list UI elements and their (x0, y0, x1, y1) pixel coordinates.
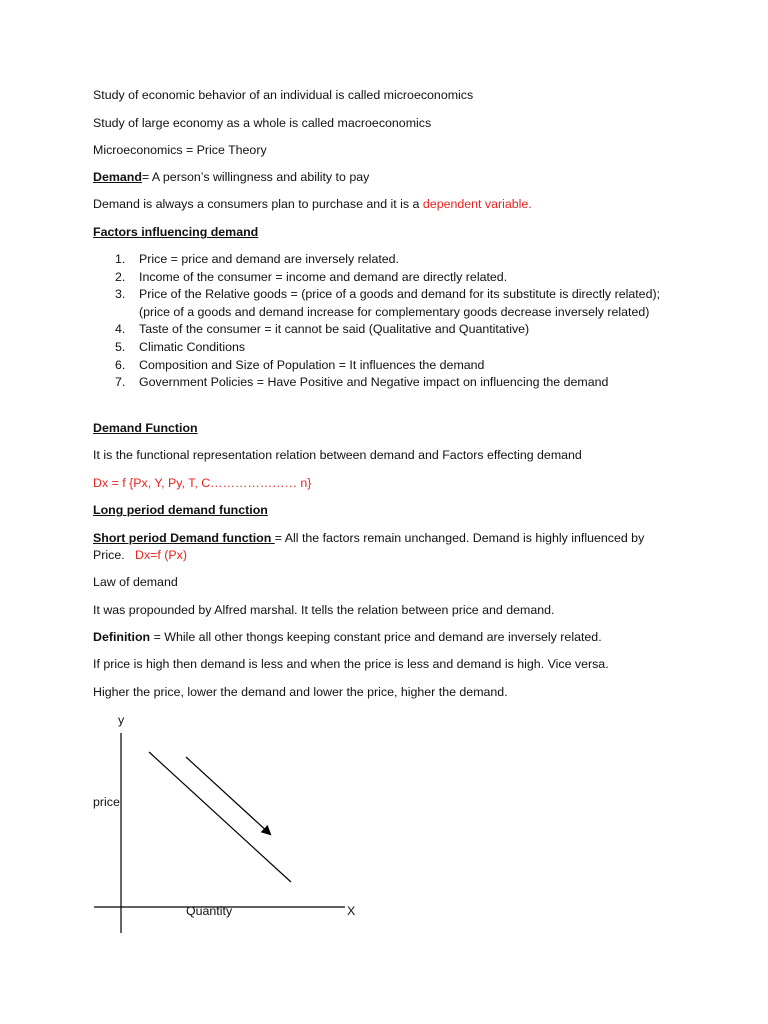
law-heading: Law of demand (93, 575, 178, 589)
intro-price-theory: Microeconomics = Price Theory (93, 143, 267, 157)
list-number: 4. (115, 322, 126, 337)
list-number: 5. (115, 339, 126, 354)
short-period-formula: Dx=f (Px) (135, 548, 187, 562)
dependent-variable: dependent variable. (422, 197, 532, 211)
list-item-text: Climatic Conditions (139, 339, 246, 354)
list-item-text: Income of the consumer = income and demand are directly related. (139, 269, 508, 284)
law-line-1: If price is high then demand is less and when the price is less and demand is high. Vice versa. (93, 657, 609, 671)
factors-heading-text: Factors influencing demand (93, 225, 259, 239)
list-item-text: Government Policies = Have Positive and Negative impact on influencing the demand (139, 375, 609, 390)
list-number: 6. (115, 357, 126, 372)
short-period-text: = All the factors remain unchanged. Demand is highly influenced by Price. (93, 531, 645, 562)
definition-term: Definition (93, 630, 151, 644)
x-axis-label: Quantity (186, 904, 233, 918)
long-period-heading-text: Long period demand function (93, 503, 268, 517)
list-number: 7. (115, 375, 126, 390)
list-number: 3. (115, 287, 126, 302)
list-number: 2. (115, 269, 126, 284)
list-item-text: Price of the Relative goods = (price of a goods and demand for its substitute is directly related); (price of a goods and demand increase for complementary goods decrease inversely related) (139, 287, 661, 319)
demand-plan-text: Demand is always a consumers plan to purchase and it is a (93, 197, 423, 211)
law-text: It was propounded by Alfred marshal. It tells the relation between price and demand. (93, 603, 555, 617)
y-axis-label: price (93, 795, 120, 809)
definition-text: = While all other thongs keeping constant price and demand are inversely related. (150, 630, 602, 644)
list-number: 1. (115, 252, 126, 266)
list-item-text: Composition and Size of Population = It influences the demand (139, 357, 485, 372)
demand-term: Demand (93, 170, 142, 184)
y-axis-letter: y (118, 713, 125, 727)
demand-function-text: It is the functional representation relation between demand and Factors effecting demand (93, 448, 582, 462)
direction-arrow (186, 757, 270, 834)
list-item-text: Price = price and demand are inversely related. (139, 252, 399, 266)
x-axis-letter: X (347, 904, 356, 918)
law-line-2: Higher the price, lower the demand and lower the price, higher the demand. (93, 685, 508, 699)
demand-function-heading-text: Demand Function (93, 421, 198, 435)
demand-curve-line (149, 752, 291, 882)
intro-macroeconomics: Study of large economy as a whole is called macroeconomics (93, 116, 432, 130)
demand-function-formula: Dx = f {Px, Y, Py, T, C………………… n} (93, 476, 312, 490)
demand-definition-text: = A person’s willingness and ability to pay (141, 170, 370, 184)
list-item-text: Taste of the consumer = it cannot be said (Qualitative and Quantitative) (139, 322, 530, 337)
short-period-heading: Short period Demand function (93, 531, 275, 545)
intro-microeconomics: Study of economic behavior of an individual is called microeconomics (93, 88, 474, 102)
